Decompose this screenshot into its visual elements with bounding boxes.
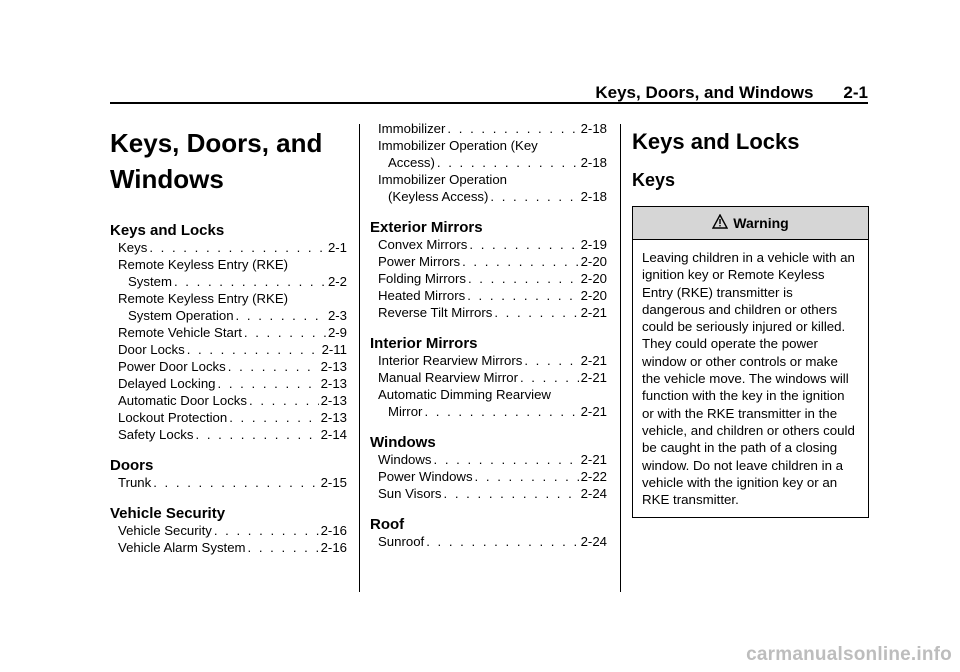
toc-entry-title-line2: (Keyless Access) xyxy=(388,189,489,204)
toc-page-number: 2-20 xyxy=(580,254,607,269)
toc-entry-title: Reverse Tilt Mirrors xyxy=(378,305,493,320)
toc-entry-title-line1: Remote Keyless Entry (RKE) xyxy=(118,257,289,272)
toc-entry-line2 xyxy=(118,273,347,290)
chapter-title-text: Keys, Doors, and Windows xyxy=(110,128,323,194)
toc-entry-title: Door Locks xyxy=(118,342,185,357)
toc-entry[interactable] xyxy=(370,369,607,386)
toc-entry[interactable] xyxy=(370,468,607,485)
toc-entry[interactable] xyxy=(110,426,347,443)
toc-entry-title: Windows xyxy=(378,452,432,467)
toc-section-title: Interior Mirrors xyxy=(370,335,478,352)
toc-entry[interactable] xyxy=(370,485,607,502)
header-rule xyxy=(110,102,868,104)
toc-section-title: Exterior Mirrors xyxy=(370,219,483,236)
toc-entry-title: Power Mirrors xyxy=(378,254,461,269)
dot-leader xyxy=(468,270,579,287)
toc-page-number: 2-18 xyxy=(580,121,607,136)
dot-leader xyxy=(475,468,579,485)
toc-entry[interactable] xyxy=(110,256,347,290)
toc-entry-line2 xyxy=(378,403,607,420)
toc-page-number: 2-24 xyxy=(580,486,607,501)
running-header xyxy=(595,83,868,103)
toc-page-number: 2-21 xyxy=(580,305,607,320)
toc-entry[interactable] xyxy=(370,253,607,270)
toc-page-number: 2-22 xyxy=(580,469,607,484)
dot-leader xyxy=(426,533,578,550)
toc-entry-title-line2: Access) xyxy=(388,155,435,170)
toc-section-title: Windows xyxy=(370,434,436,451)
toc-page-number: 2-11 xyxy=(321,342,347,357)
toc-page-number: 2-13 xyxy=(320,376,347,391)
toc-entry-line2 xyxy=(378,188,607,205)
toc-entry-title: Convex Mirrors xyxy=(378,237,468,252)
dot-leader xyxy=(524,352,578,369)
toc-entry[interactable] xyxy=(110,392,347,409)
toc-page-number: 2-21 xyxy=(580,353,607,368)
toc-entry[interactable] xyxy=(370,304,607,321)
toc-entry-title: Manual Rearview Mirror xyxy=(378,370,518,385)
toc-entry[interactable] xyxy=(110,409,347,426)
dot-leader xyxy=(196,426,319,443)
toc-entry-title: Delayed Locking xyxy=(118,376,216,391)
toc-entry-title-line1: Automatic Dimming Rearview xyxy=(378,387,551,402)
dot-leader xyxy=(229,409,318,426)
toc-entry-title: Trunk xyxy=(118,475,152,490)
toc-entry-title: Lockout Protection xyxy=(118,410,228,425)
toc-entry[interactable] xyxy=(370,270,607,287)
column-divider-1 xyxy=(359,124,360,592)
toc-page-number: 2-21 xyxy=(580,404,607,419)
toc-entry[interactable] xyxy=(110,239,347,256)
toc-entry[interactable] xyxy=(110,290,347,324)
dot-leader xyxy=(447,120,578,137)
toc-entry-title: Sunroof xyxy=(378,534,425,549)
warning-triangle-icon-svg xyxy=(712,214,728,229)
toc-entry[interactable] xyxy=(110,358,347,375)
toc-entry-title: Automatic Door Locks xyxy=(118,393,247,408)
toc-page-number: 2-16 xyxy=(320,523,347,538)
dot-leader xyxy=(249,392,319,409)
toc-entry-title: Remote Vehicle Start xyxy=(118,325,242,340)
section-heading: Keys and Locks xyxy=(632,129,800,154)
warning-title: Warning xyxy=(733,215,789,231)
toc-entry-title: Power Windows xyxy=(378,469,473,484)
toc-entry[interactable] xyxy=(370,352,607,369)
toc-entry[interactable] xyxy=(370,236,607,253)
toc-sections-2 xyxy=(370,120,607,550)
dot-leader xyxy=(469,236,578,253)
toc-page-number: 2-1 xyxy=(327,240,347,255)
toc-page-number: 2-15 xyxy=(320,475,347,490)
toc-entry-title-line1: Remote Keyless Entry (RKE) xyxy=(118,291,289,306)
warning-body: Leaving children in a vehicle with an ignition key or Remote Keyless Entry (RKE) transmitter is dangerous and children or others could be seriously injured or killed. They could operate the power window or other controls or make the vehicle move. The windows will function with the key in the ignition or with the RKE transmitter in the vehicle, and children or others could be caught in the path of a closing window. Do not leave children in a vehicle with the ignition key or an RKE transmitter. xyxy=(642,250,855,508)
toc-entry[interactable] xyxy=(370,137,607,171)
toc-entry[interactable] xyxy=(110,375,347,392)
dot-leader xyxy=(494,304,578,321)
chapter-title xyxy=(110,125,347,197)
toc-page-number: 2-24 xyxy=(580,534,607,549)
dot-leader xyxy=(437,154,579,171)
toc-entry[interactable] xyxy=(370,386,607,420)
toc-section-title: Keys and Locks xyxy=(110,222,225,239)
dot-leader xyxy=(248,539,319,556)
content-column xyxy=(632,120,869,518)
toc-entry-title: Folding Mirrors xyxy=(378,271,466,286)
toc-entry-title: Immobilizer xyxy=(378,121,446,136)
dot-leader xyxy=(444,485,579,502)
toc-entry[interactable] xyxy=(370,533,607,550)
toc-page-number: 2-2 xyxy=(327,274,347,289)
toc-entry-line2 xyxy=(118,307,347,324)
dot-leader xyxy=(236,307,326,324)
page-header xyxy=(0,0,960,104)
toc-page-number: 2-21 xyxy=(580,370,607,385)
dot-leader xyxy=(244,324,326,341)
toc-page-number: 2-9 xyxy=(327,325,347,340)
toc-entry[interactable] xyxy=(110,539,347,556)
toc-page-number: 2-20 xyxy=(580,288,607,303)
toc-page-number: 2-18 xyxy=(580,155,607,170)
toc-entry[interactable] xyxy=(370,171,607,205)
toc-page-number: 2-21 xyxy=(580,452,607,467)
toc-entry-title-line2: System xyxy=(128,274,172,289)
toc-section-title: Vehicle Security xyxy=(110,505,226,522)
toc-entry-title: Power Door Locks xyxy=(118,359,226,374)
watermark-url: carmanualsonline.info xyxy=(746,644,952,665)
toc-entry-title: Sun Visors xyxy=(378,486,442,501)
toc-column-2 xyxy=(370,120,607,550)
toc-entry[interactable] xyxy=(110,324,347,341)
dot-leader xyxy=(153,474,318,491)
toc-page-number: 2-13 xyxy=(320,410,347,425)
warning-triangle-icon xyxy=(712,214,728,233)
toc-entry-title: Heated Mirrors xyxy=(378,288,466,303)
dot-leader xyxy=(467,287,578,304)
toc-entry[interactable] xyxy=(110,474,347,491)
toc-entry[interactable] xyxy=(370,287,607,304)
toc-entry-line2 xyxy=(378,154,607,171)
toc-entry[interactable] xyxy=(370,451,607,468)
toc-entry[interactable] xyxy=(110,341,347,358)
toc-section-title: Roof xyxy=(370,516,405,533)
toc-page-number: 2-13 xyxy=(320,359,347,374)
toc-entry-title: Safety Locks xyxy=(118,427,194,442)
dot-leader xyxy=(424,403,578,420)
subsection-heading: Keys xyxy=(632,170,676,190)
toc-section-title: Doors xyxy=(110,457,154,474)
toc-page-number: 2-16 xyxy=(320,540,347,555)
toc-entry-title-line1: Immobilizer Operation (Key xyxy=(378,138,538,153)
toc-sections-1 xyxy=(110,222,347,556)
toc-page-number: 2-18 xyxy=(580,189,607,204)
toc-entry[interactable] xyxy=(110,522,347,539)
running-header-title: Keys, Doors, and Windows xyxy=(595,83,814,102)
toc-page-number: 2-19 xyxy=(580,237,607,252)
dot-leader xyxy=(218,375,319,392)
dot-leader xyxy=(490,188,578,205)
toc-entry-title-line2: Mirror xyxy=(388,404,423,419)
dot-leader xyxy=(187,341,320,358)
toc-entry-title: Interior Rearview Mirrors xyxy=(378,353,523,368)
toc-entry-title: Keys xyxy=(118,240,148,255)
toc-entry-title: Vehicle Alarm System xyxy=(118,540,246,555)
dot-leader xyxy=(149,239,326,256)
toc-page-number: 2-3 xyxy=(327,308,347,323)
column-divider-2 xyxy=(620,124,621,592)
dot-leader xyxy=(228,358,319,375)
toc-page-number: 2-13 xyxy=(320,393,347,408)
toc-entry-title-line2: System Operation xyxy=(128,308,234,323)
toc-entry-title: Vehicle Security xyxy=(118,523,212,538)
toc-column-1 xyxy=(110,120,347,556)
page-number: 2-1 xyxy=(843,83,868,102)
warning-box xyxy=(632,206,869,518)
dot-leader xyxy=(434,451,579,468)
toc-entry[interactable] xyxy=(370,120,607,137)
toc-page-number: 2-20 xyxy=(580,271,607,286)
dot-leader xyxy=(174,273,326,290)
toc-page-number: 2-14 xyxy=(320,427,347,442)
dot-leader xyxy=(520,369,579,386)
dot-leader xyxy=(214,522,319,539)
dot-leader xyxy=(462,253,579,270)
toc-entry-title-line1: Immobilizer Operation xyxy=(378,172,507,187)
warning-header xyxy=(633,207,868,240)
